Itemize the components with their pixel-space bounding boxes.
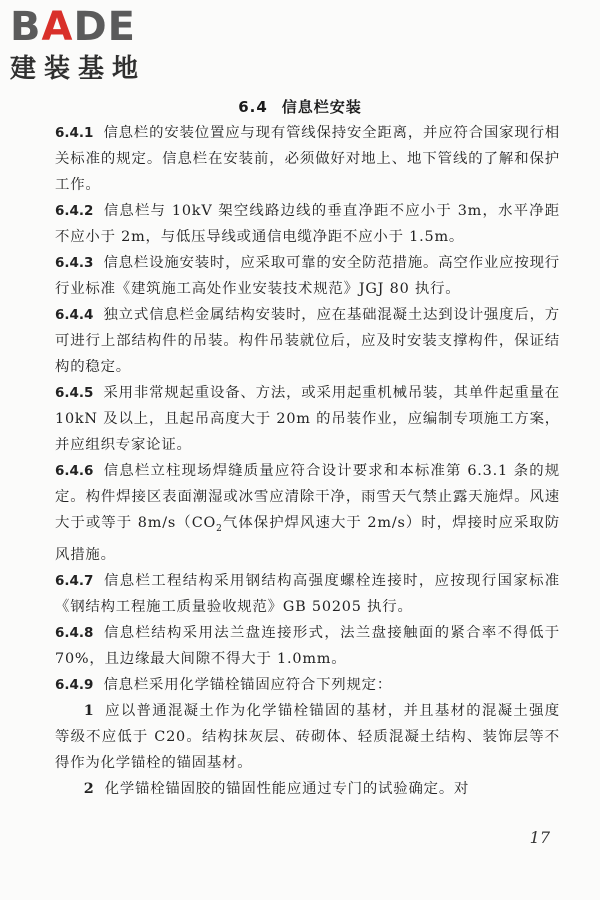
- item-number: 1: [83, 701, 95, 719]
- clause-6-4-8: [55, 620, 560, 672]
- clause-number: 6.4.5: [55, 385, 94, 401]
- clause-number: 6.4.3: [55, 255, 94, 271]
- clause-number: 6.4.2: [55, 203, 94, 219]
- logo-wordmark: [10, 6, 180, 48]
- clause-number: 6.4.6: [55, 463, 94, 479]
- list-item-2: [55, 776, 560, 802]
- clause-number: 6.4.4: [55, 307, 94, 323]
- section-heading: [0, 96, 600, 117]
- clause-6-4-9: [55, 672, 560, 698]
- clause-text: 信息栏的安装位置应与现有管线保持安全距离，并应符合国家现行相关标准的规定。信息栏在安装前，必须做好对地上、地下管线的了解和保护工作。: [55, 125, 560, 193]
- clause-text: 信息栏设施安装时，应采取可靠的安全防范措施。高空作业应按现行行业标准《建筑施工高处作业安装技术规范》JGJ 80 执行。: [55, 255, 560, 297]
- clause-number: 6.4.9: [55, 676, 94, 693]
- item-text: 应以普通混凝土作为化学锚栓锚固的基材，并且基材的混凝土强度等级不应低于 C20。结构抹灰层、砖砌体、轻质混凝土结构、装饰层等不得作为化学锚栓的锚固基材。: [55, 702, 560, 771]
- item-number: 2: [83, 779, 95, 797]
- clause-number: 6.4.7: [55, 572, 94, 589]
- logo-letters-de: DE: [73, 4, 136, 50]
- logo-letter-a: A: [41, 4, 74, 50]
- clause-6-4-7: [55, 568, 560, 620]
- section-title: 信息栏安装: [281, 98, 362, 116]
- clause-text: 信息栏工程结构采用钢结构高强度螺栓连接时，应按现行国家标准《钢结构工程施工质量验收规范》GB 50205 执行。: [55, 572, 560, 615]
- item-text: 化学锚栓锚固胶的锚固性能应通过专门的试验确定。对: [104, 780, 470, 797]
- bade-logo: [10, 6, 180, 92]
- logo-subtitle: 建装基地: [10, 54, 147, 84]
- clause-6-4-5: [55, 380, 560, 458]
- clause-text: 独立式信息栏金属结构安装时，应在基础混凝土达到设计强度后，方可进行上部结构件的吊装。构件吊装就位后，应及时安装支撑构件，保证结构的稳定。: [55, 307, 560, 375]
- clause-6-4-4: [55, 302, 560, 380]
- clause-text-before: 信息栏立柱现场焊缝质量应符合设计要求和本标准第 6.3.1 条的规定。构件焊接区表面潮湿或冰雪应清除干净，雨雪天气禁止露天施焊。风速大于或等于 8m/s（CO: [55, 463, 560, 531]
- clause-6-4-2: [55, 198, 560, 250]
- clause-number: 6.4.1: [55, 125, 94, 141]
- clause-text-after: 气体保护焊风速大于 2m/s）时，焊接时应采取防风措施。: [55, 515, 561, 563]
- clause-text: 信息栏结构采用法兰盘连接形式，法兰盘接触面的紧合率不得低于 70%，且边缘最大间隙不得大于 1.0mm。: [55, 624, 560, 667]
- clause-6-4-3: [55, 250, 560, 302]
- clause-text: 采用非常规起重设备、方法，或采用起重机械吊装，其单件起重量在 10kN 及以上，且起吊高度大于 20m 的吊装作业，应编制专项施工方案，并应组织专家论证。: [55, 385, 560, 453]
- clause-text: 信息栏采用化学锚栓锚固应符合下列规定：: [103, 676, 393, 693]
- page-number: 17: [529, 828, 550, 847]
- clause-6-4-6: [55, 458, 560, 568]
- clause-number: 6.4.8: [55, 624, 94, 641]
- list-item-1: [55, 698, 560, 776]
- section-number: 6.4: [238, 98, 268, 116]
- co2-subscript: 2: [216, 523, 223, 534]
- logo-letter-b: B: [10, 4, 42, 50]
- clause-text: 信息栏与 10kV 架空线路边线的垂直净距不应小于 3m，水平净距不应小于 2m，与低压导线或通信电缆净距不应小于 1.5m。: [55, 203, 560, 245]
- document-body: [55, 120, 560, 802]
- clause-6-4-1: [55, 120, 560, 198]
